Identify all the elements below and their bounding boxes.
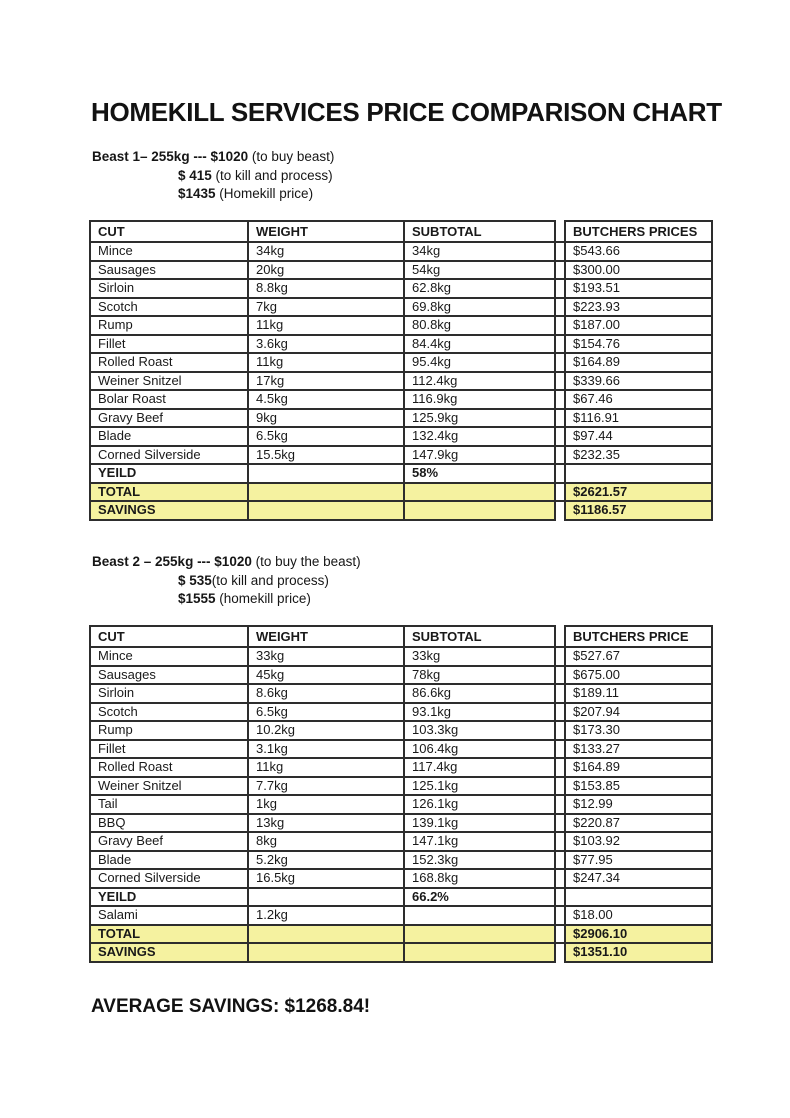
spacer-cell bbox=[555, 906, 565, 925]
beast-note-line bbox=[92, 148, 334, 167]
beast-note-line bbox=[92, 553, 361, 572]
cell-weight: 3.6kg bbox=[248, 335, 404, 354]
table-row-total bbox=[90, 925, 712, 944]
cell-subtotal: 125.9kg bbox=[404, 409, 555, 428]
cell-cut: Corned Silverside bbox=[90, 869, 248, 888]
cell-cut: Fillet bbox=[90, 335, 248, 354]
cell-price: $207.94 bbox=[565, 703, 712, 722]
cell-weight bbox=[248, 943, 404, 962]
table-row-corned-silverside bbox=[90, 446, 712, 465]
cell-subtotal: 112.4kg bbox=[404, 372, 555, 391]
cell-weight: 16.5kg bbox=[248, 869, 404, 888]
cell-subtotal: 147.9kg bbox=[404, 446, 555, 465]
beast-note-line bbox=[92, 167, 334, 186]
note-bold-text: Beast 1– 255kg --- $1020 bbox=[92, 149, 249, 164]
cell-cut: Fillet bbox=[90, 740, 248, 759]
cell-price: $18.00 bbox=[565, 906, 712, 925]
cell-price bbox=[565, 888, 712, 907]
cell-price: $77.95 bbox=[565, 851, 712, 870]
cell-weight: 15.5kg bbox=[248, 446, 404, 465]
cell-cut: YEILD bbox=[90, 464, 248, 483]
beast-note-line bbox=[92, 572, 361, 591]
spacer-cell bbox=[555, 409, 565, 428]
table-row-mince bbox=[90, 242, 712, 261]
cell-subtotal bbox=[404, 925, 555, 944]
cell-price: $1186.57 bbox=[565, 501, 712, 520]
cell-weight: 11kg bbox=[248, 758, 404, 777]
cell-price: $2906.10 bbox=[565, 925, 712, 944]
cell-cut: TOTAL bbox=[90, 925, 248, 944]
beast2-cost-note bbox=[92, 553, 361, 609]
cell-subtotal: 116.9kg bbox=[404, 390, 555, 409]
cell-weight: 8.8kg bbox=[248, 279, 404, 298]
cell-cut: Rolled Roast bbox=[90, 353, 248, 372]
cell-weight: 8.6kg bbox=[248, 684, 404, 703]
cell-subtotal: 147.1kg bbox=[404, 832, 555, 851]
cell-price bbox=[565, 464, 712, 483]
cell-subtotal: 69.8kg bbox=[404, 298, 555, 317]
note-regular-text: (homekill price) bbox=[215, 591, 311, 607]
cell-weight: 5.2kg bbox=[248, 851, 404, 870]
cell-price: $675.00 bbox=[565, 666, 712, 685]
beast2-price-table bbox=[89, 625, 713, 963]
cell-cut: Sausages bbox=[90, 261, 248, 280]
cell-price: $133.27 bbox=[565, 740, 712, 759]
table-row-fillet bbox=[90, 335, 712, 354]
cell-cut: SAVINGS bbox=[90, 943, 248, 962]
cell-subtotal: 125.1kg bbox=[404, 777, 555, 796]
cell-cut: Salami bbox=[90, 906, 248, 925]
column-header-butchers-price: BUTCHERS PRICE bbox=[565, 626, 712, 647]
cell-weight: 20kg bbox=[248, 261, 404, 280]
table-row-rolled-roast bbox=[90, 353, 712, 372]
table-row-yeild bbox=[90, 888, 712, 907]
beast-note-line bbox=[92, 590, 361, 609]
cell-subtotal bbox=[404, 501, 555, 520]
cell-cut: TOTAL bbox=[90, 483, 248, 502]
cell-cut: Mince bbox=[90, 647, 248, 666]
cell-weight bbox=[248, 888, 404, 907]
cell-price: $543.66 bbox=[565, 242, 712, 261]
spacer-cell bbox=[555, 721, 565, 740]
table-row-blade bbox=[90, 851, 712, 870]
cell-cut: Tail bbox=[90, 795, 248, 814]
cell-cut: BBQ bbox=[90, 814, 248, 833]
cell-weight: 1kg bbox=[248, 795, 404, 814]
column-header-subtotal: SUBTOTAL bbox=[404, 221, 555, 242]
cell-subtotal: 106.4kg bbox=[404, 740, 555, 759]
table-row-weiner-snitzel bbox=[90, 372, 712, 391]
cell-subtotal: 132.4kg bbox=[404, 427, 555, 446]
cell-weight: 6.5kg bbox=[248, 427, 404, 446]
cell-price: $1351.10 bbox=[565, 943, 712, 962]
page-title: HOMEKILL SERVICES PRICE COMPARISON CHART bbox=[91, 97, 722, 127]
table-row-gravy-beef bbox=[90, 409, 712, 428]
cell-weight: 11kg bbox=[248, 316, 404, 335]
cell-subtotal: 66.2% bbox=[404, 888, 555, 907]
spacer-cell bbox=[555, 851, 565, 870]
cell-cut: Rump bbox=[90, 316, 248, 335]
header-row bbox=[90, 626, 712, 647]
table-row-rolled-roast bbox=[90, 758, 712, 777]
cell-price: $154.76 bbox=[565, 335, 712, 354]
spacer-cell bbox=[555, 446, 565, 465]
table-row-scotch bbox=[90, 703, 712, 722]
spacer-cell bbox=[555, 703, 565, 722]
note-bold-text: $1435 bbox=[178, 186, 216, 202]
cell-price: $247.34 bbox=[565, 869, 712, 888]
table-row-rump bbox=[90, 721, 712, 740]
column-header-cut: CUT bbox=[90, 626, 248, 647]
spacer-cell bbox=[555, 684, 565, 703]
table-row-sirloin bbox=[90, 684, 712, 703]
column-header-weight: WEIGHT bbox=[248, 221, 404, 242]
cell-price: $103.92 bbox=[565, 832, 712, 851]
cell-price: $153.85 bbox=[565, 777, 712, 796]
note-bold-text: $ 415 bbox=[178, 167, 212, 183]
column-header-cut: CUT bbox=[90, 221, 248, 242]
cell-cut: Gravy Beef bbox=[90, 409, 248, 428]
spacer-cell bbox=[555, 888, 565, 907]
table-row-scotch bbox=[90, 298, 712, 317]
spacer-cell bbox=[555, 626, 565, 647]
cell-cut: Weiner Snitzel bbox=[90, 777, 248, 796]
beast1-price-table bbox=[89, 220, 713, 521]
spacer-cell bbox=[555, 353, 565, 372]
spacer-cell bbox=[555, 647, 565, 666]
cell-weight: 45kg bbox=[248, 666, 404, 685]
cell-price: $173.30 bbox=[565, 721, 712, 740]
cell-weight bbox=[248, 925, 404, 944]
cell-cut: Rump bbox=[90, 721, 248, 740]
cell-weight bbox=[248, 501, 404, 520]
cell-subtotal: 33kg bbox=[404, 647, 555, 666]
spacer-cell bbox=[555, 279, 565, 298]
cell-price: $164.89 bbox=[565, 353, 712, 372]
table-row-tail bbox=[90, 795, 712, 814]
spacer-cell bbox=[555, 814, 565, 833]
note-regular-text: (Homekill price) bbox=[215, 186, 314, 202]
cell-price: $116.91 bbox=[565, 409, 712, 428]
cell-price: $193.51 bbox=[565, 279, 712, 298]
spacer-cell bbox=[555, 832, 565, 851]
cell-weight: 7.7kg bbox=[248, 777, 404, 796]
cell-subtotal bbox=[404, 943, 555, 962]
cell-cut: Rolled Roast bbox=[90, 758, 248, 777]
cell-subtotal bbox=[404, 483, 555, 502]
note-regular-text: (to buy beast) bbox=[248, 149, 335, 164]
table-row-sausages bbox=[90, 666, 712, 685]
cell-weight: 33kg bbox=[248, 647, 404, 666]
spacer-cell bbox=[555, 372, 565, 391]
cell-price: $12.99 bbox=[565, 795, 712, 814]
spacer-cell bbox=[555, 242, 565, 261]
cell-price: $187.00 bbox=[565, 316, 712, 335]
cell-subtotal: 78kg bbox=[404, 666, 555, 685]
cell-subtotal: 80.8kg bbox=[404, 316, 555, 335]
cell-cut: YEILD bbox=[90, 888, 248, 907]
cell-weight: 3.1kg bbox=[248, 740, 404, 759]
column-header-butchers-prices: BUTCHERS PRICES bbox=[565, 221, 712, 242]
table-row-fillet bbox=[90, 740, 712, 759]
note-regular-text: (to buy the beast) bbox=[251, 554, 361, 569]
cell-subtotal: 152.3kg bbox=[404, 851, 555, 870]
cell-cut: Gravy Beef bbox=[90, 832, 248, 851]
spacer-cell bbox=[555, 925, 565, 944]
cell-price: $339.66 bbox=[565, 372, 712, 391]
spacer-cell bbox=[555, 335, 565, 354]
cell-price: $2621.57 bbox=[565, 483, 712, 502]
cell-cut: Mince bbox=[90, 242, 248, 261]
cell-price: $67.46 bbox=[565, 390, 712, 409]
table-row-yeild bbox=[90, 464, 712, 483]
cell-subtotal: 95.4kg bbox=[404, 353, 555, 372]
table-row-bolar-roast bbox=[90, 390, 712, 409]
cell-subtotal: 139.1kg bbox=[404, 814, 555, 833]
cell-price: $220.87 bbox=[565, 814, 712, 833]
note-regular-text: (to kill and process) bbox=[211, 572, 329, 588]
table-row-savings bbox=[90, 943, 712, 962]
cell-price: $232.35 bbox=[565, 446, 712, 465]
spacer-cell bbox=[555, 483, 565, 502]
cell-price: $97.44 bbox=[565, 427, 712, 446]
column-header-weight: WEIGHT bbox=[248, 626, 404, 647]
cell-price: $223.93 bbox=[565, 298, 712, 317]
spacer-cell bbox=[555, 501, 565, 520]
spacer-cell bbox=[555, 777, 565, 796]
table-row-savings bbox=[90, 501, 712, 520]
cell-subtotal: 126.1kg bbox=[404, 795, 555, 814]
spacer-cell bbox=[555, 316, 565, 335]
table-row-bbq bbox=[90, 814, 712, 833]
header-row bbox=[90, 221, 712, 242]
cell-weight: 17kg bbox=[248, 372, 404, 391]
table-row-corned-silverside bbox=[90, 869, 712, 888]
cell-price: $527.67 bbox=[565, 647, 712, 666]
beast-note-line bbox=[92, 185, 334, 204]
cell-cut: Sausages bbox=[90, 666, 248, 685]
cell-weight: 34kg bbox=[248, 242, 404, 261]
cell-weight: 13kg bbox=[248, 814, 404, 833]
cell-subtotal bbox=[404, 906, 555, 925]
cell-cut: Blade bbox=[90, 851, 248, 870]
cell-weight: 11kg bbox=[248, 353, 404, 372]
cell-subtotal: 34kg bbox=[404, 242, 555, 261]
spacer-cell bbox=[555, 464, 565, 483]
spacer-cell bbox=[555, 758, 565, 777]
column-header-subtotal: SUBTOTAL bbox=[404, 626, 555, 647]
spacer-cell bbox=[555, 795, 565, 814]
cell-cut: SAVINGS bbox=[90, 501, 248, 520]
spacer-cell bbox=[555, 427, 565, 446]
cell-cut: Bolar Roast bbox=[90, 390, 248, 409]
table-row-sausages bbox=[90, 261, 712, 280]
table-row-total bbox=[90, 483, 712, 502]
table-row-sirloin bbox=[90, 279, 712, 298]
table-row-rump bbox=[90, 316, 712, 335]
average-savings-line: AVERAGE SAVINGS: $1268.84! bbox=[91, 996, 371, 1017]
cell-subtotal: 86.6kg bbox=[404, 684, 555, 703]
cell-price: $300.00 bbox=[565, 261, 712, 280]
note-regular-text: (to kill and process) bbox=[211, 167, 333, 183]
spacer-cell bbox=[555, 666, 565, 685]
cell-weight: 7kg bbox=[248, 298, 404, 317]
table-row-mince bbox=[90, 647, 712, 666]
cell-cut: Weiner Snitzel bbox=[90, 372, 248, 391]
cell-subtotal: 117.4kg bbox=[404, 758, 555, 777]
table-row-salami bbox=[90, 906, 712, 925]
cell-cut: Corned Silverside bbox=[90, 446, 248, 465]
cell-weight: 6.5kg bbox=[248, 703, 404, 722]
cell-weight: 9kg bbox=[248, 409, 404, 428]
cell-cut: Sirloin bbox=[90, 684, 248, 703]
spacer-cell bbox=[555, 221, 565, 242]
cell-subtotal: 84.4kg bbox=[404, 335, 555, 354]
cell-subtotal: 54kg bbox=[404, 261, 555, 280]
table-row-weiner-snitzel bbox=[90, 777, 712, 796]
cell-subtotal: 58% bbox=[404, 464, 555, 483]
table-row-gravy-beef bbox=[90, 832, 712, 851]
note-bold-text: $ 535 bbox=[178, 572, 212, 588]
cell-weight: 4.5kg bbox=[248, 390, 404, 409]
cell-weight: 1.2kg bbox=[248, 906, 404, 925]
spacer-cell bbox=[555, 943, 565, 962]
cell-weight bbox=[248, 464, 404, 483]
beast1-cost-note bbox=[92, 148, 334, 204]
cell-weight bbox=[248, 483, 404, 502]
cell-price: $164.89 bbox=[565, 758, 712, 777]
spacer-cell bbox=[555, 869, 565, 888]
cell-subtotal: 93.1kg bbox=[404, 703, 555, 722]
spacer-cell bbox=[555, 261, 565, 280]
cell-cut: Sirloin bbox=[90, 279, 248, 298]
spacer-cell bbox=[555, 740, 565, 759]
cell-price: $189.11 bbox=[565, 684, 712, 703]
cell-cut: Scotch bbox=[90, 298, 248, 317]
note-bold-text: Beast 2 – 255kg --- $1020 bbox=[92, 554, 252, 569]
table-row-blade bbox=[90, 427, 712, 446]
note-bold-text: $1555 bbox=[178, 591, 216, 607]
cell-cut: Scotch bbox=[90, 703, 248, 722]
cell-subtotal: 168.8kg bbox=[404, 869, 555, 888]
cell-cut: Blade bbox=[90, 427, 248, 446]
cell-subtotal: 103.3kg bbox=[404, 721, 555, 740]
cell-subtotal: 62.8kg bbox=[404, 279, 555, 298]
spacer-cell bbox=[555, 390, 565, 409]
cell-weight: 10.2kg bbox=[248, 721, 404, 740]
cell-weight: 8kg bbox=[248, 832, 404, 851]
spacer-cell bbox=[555, 298, 565, 317]
